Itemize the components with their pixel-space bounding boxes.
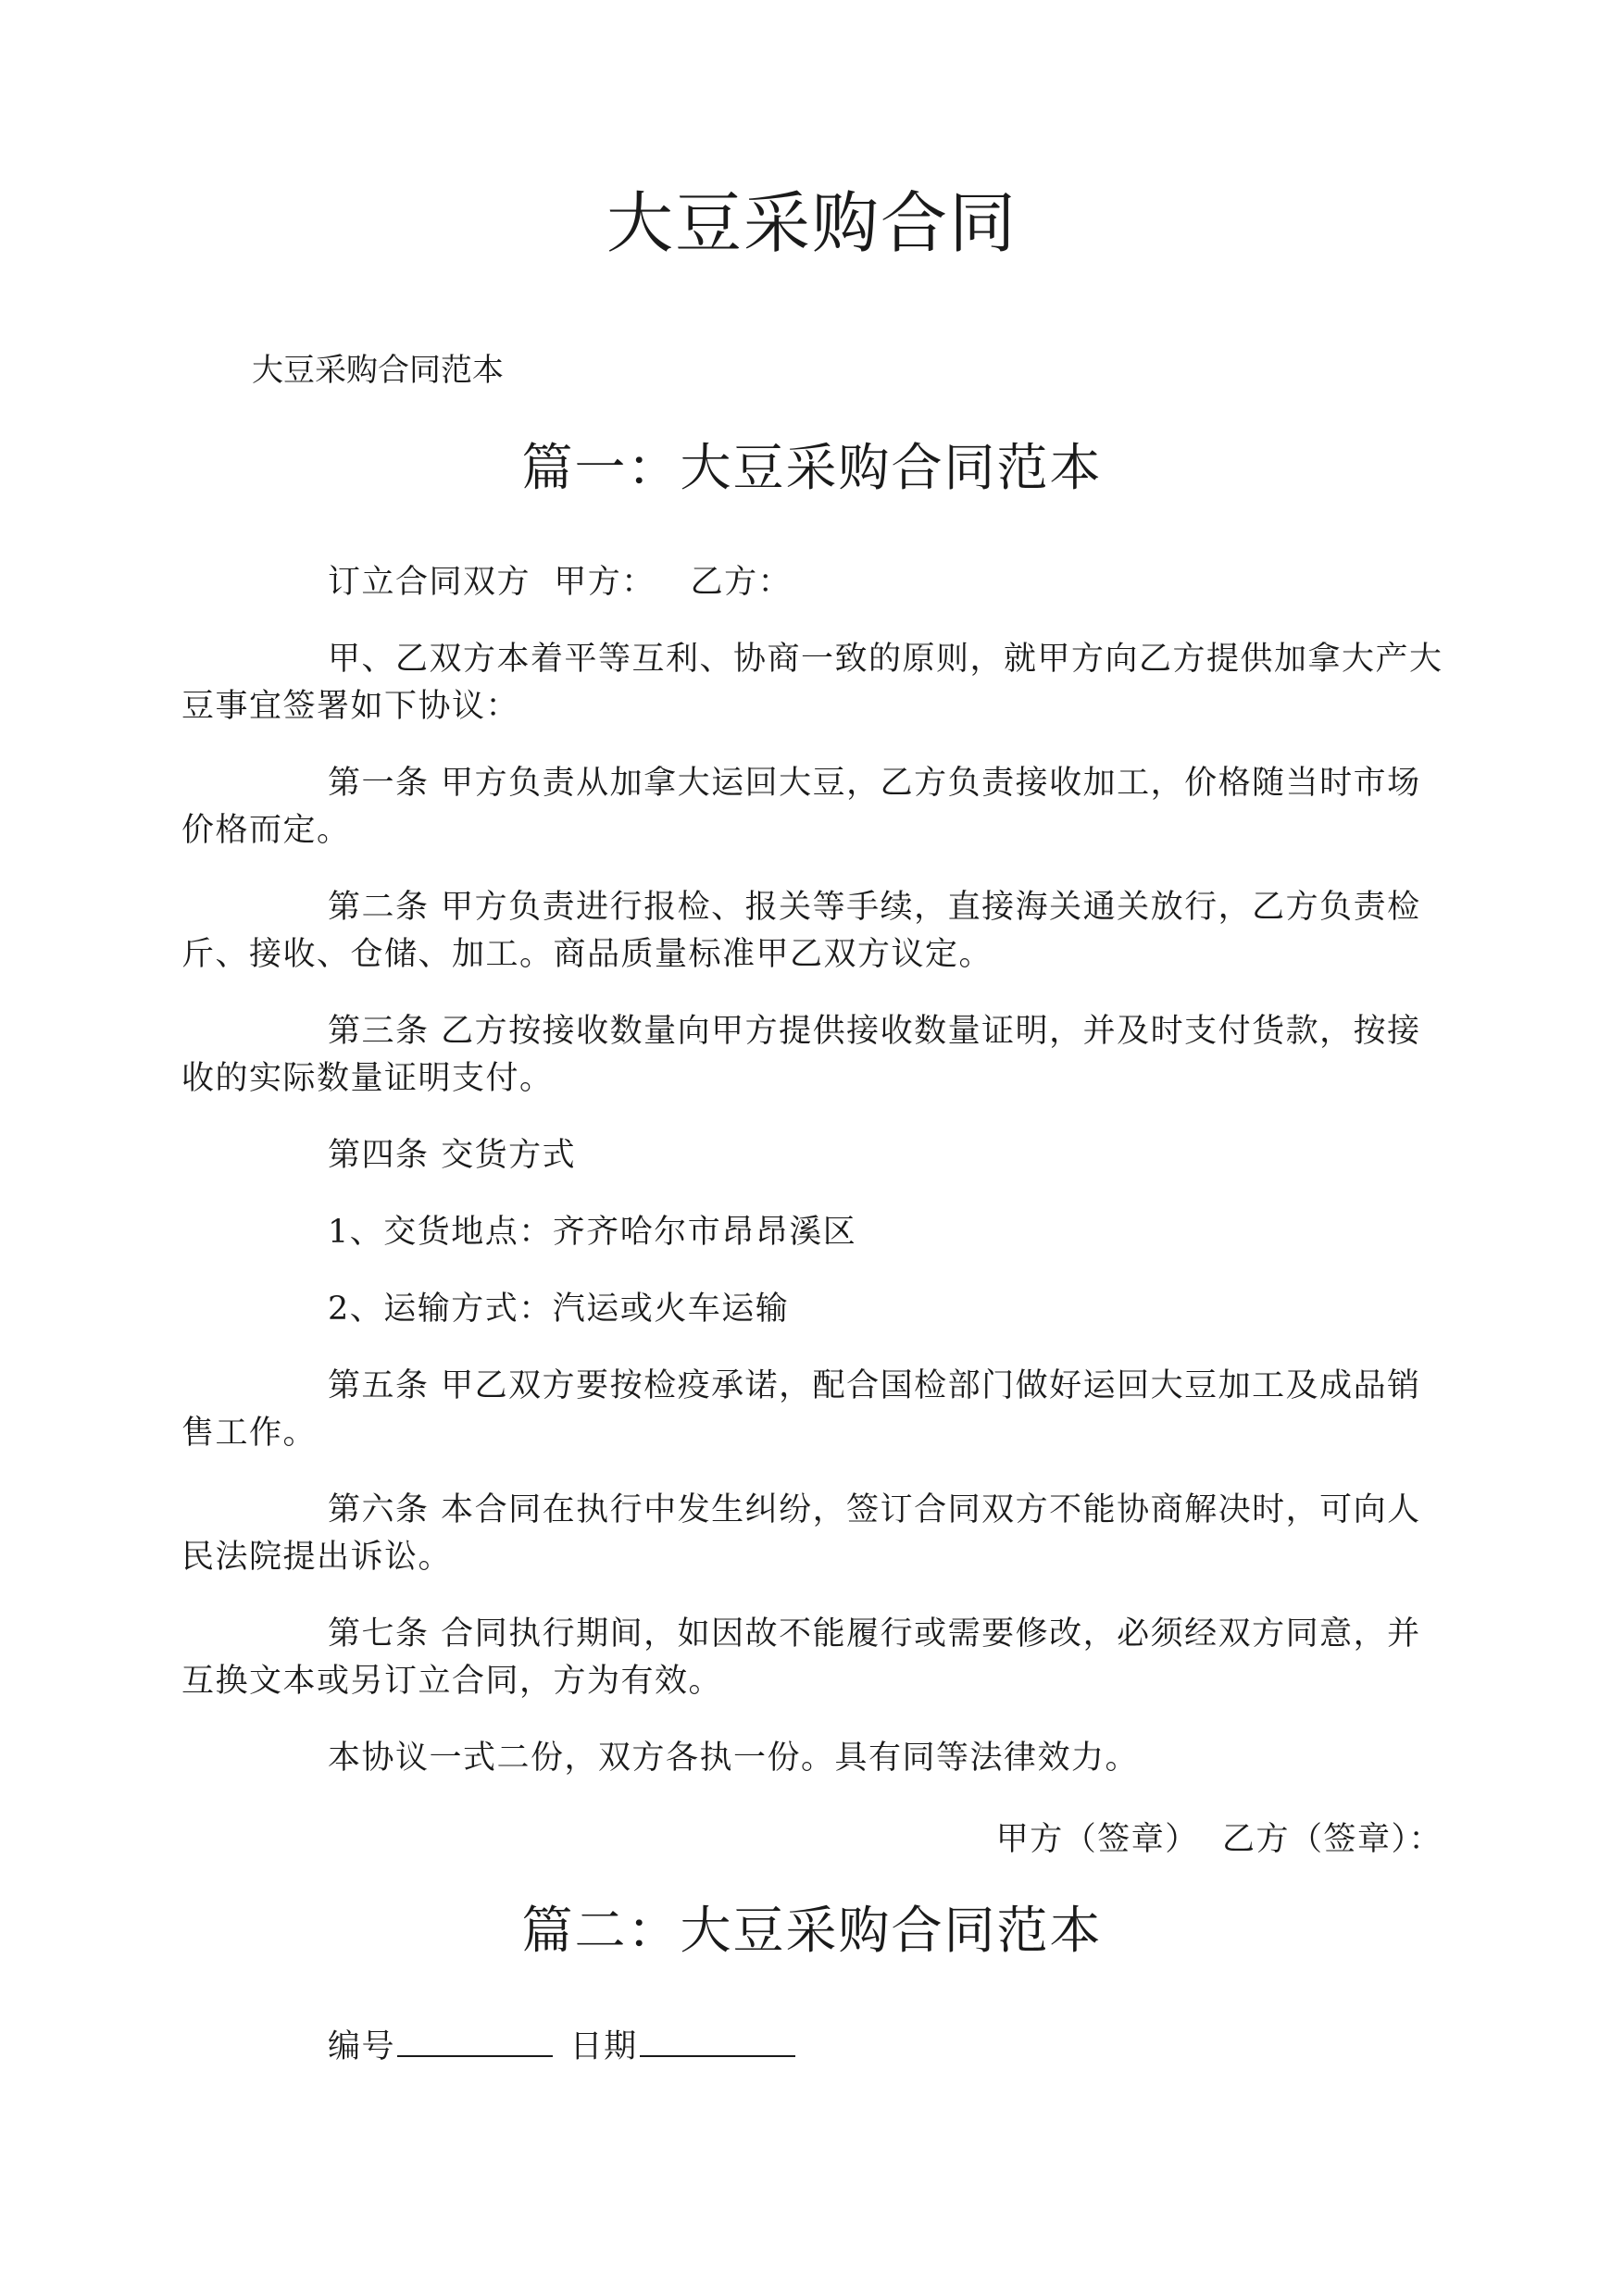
article-4: 第四条 交货方式 (328, 1137, 577, 1174)
section2-heading: 篇二：大豆采购合同范本 (521, 1901, 1103, 1960)
section1-heading: 篇一：大豆采购合同范本 (521, 438, 1103, 497)
article-4-item-1: 1、交货地点：齐齐哈尔市昂昂溪区 (328, 1214, 857, 1251)
intro-paragraph: 甲、乙双方本着平等互利、协商一致的原则，就甲方向乙方提供加拿大产大豆事宜签署如下协议： (181, 641, 1443, 725)
article-6: 第六条 本合同在执行中发生纠纷，签订合同双方不能协商解决时，可向人民法院提出诉讼。 (181, 1491, 1421, 1576)
article-3: 第三条 乙方按接收数量向甲方提供接收数量证明，并及时支付货款，按接收的实际数量证明支付。 (181, 1013, 1421, 1097)
signature-line: 甲方（签章） 乙方（签章）： (995, 1821, 1443, 1858)
article-2: 第二条 甲方负责进行报检、报关等手续，直接海关通关放行，乙方负责检斤、接收、仓储、加工。商品质量标准甲乙双方议定。 (181, 889, 1421, 973)
date-blank[interactable] (640, 2026, 795, 2057)
parties-line: 订立合同双方 甲方： 乙方： (328, 564, 793, 601)
article-7: 第七条 合同执行期间，如因故不能履行或需要修改，必须经双方同意，并互换文本或另订立合同，方为有效。 (181, 1615, 1421, 1700)
document-title: 大豆采购合同 (606, 184, 1018, 262)
number-blank[interactable] (397, 2026, 553, 2057)
article-5: 第五条 甲乙双方要按检疫承诺，配合国检部门做好运回大豆加工及成品销售工作。 (181, 1367, 1421, 1452)
section1-body (181, 559, 1444, 1782)
date-label: 日期 (569, 2028, 638, 2065)
number-date-line (181, 2024, 1444, 2071)
article-1: 第一条 甲方负责从加拿大运回大豆，乙方负责接收加工，价格随当时市场价格而定。 (181, 765, 1421, 849)
number-label: 编号 (328, 2028, 396, 2065)
closing-paragraph: 本协议一式二份，双方各执一份。具有同等法律效力。 (328, 1740, 1140, 1777)
article-4-item-2: 2、运输方式：汽运或火车运输 (328, 1291, 790, 1328)
section2-body (181, 2024, 1444, 2071)
document-subtitle: 大豆采购合同范本 (252, 352, 504, 389)
